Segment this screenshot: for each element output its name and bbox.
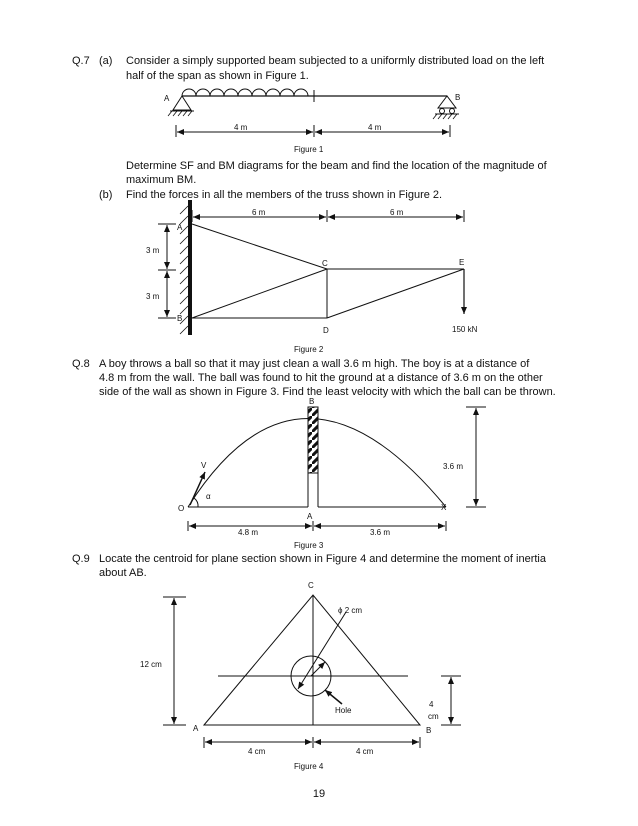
q7a-text-line1: Consider a simply supported beam subjected to a uniformly distributed load on the left xyxy=(126,55,545,67)
fig2-label-b: B xyxy=(177,314,183,323)
fig4-dim-right-label: 4 cm xyxy=(356,747,374,756)
q7a-tag: (a) xyxy=(99,55,113,67)
fig1-label-a: A xyxy=(164,94,170,103)
fig2-caption: Figure 2 xyxy=(294,345,324,354)
fig4-label-b: B xyxy=(426,726,432,735)
fig2-load-label: 150 kN xyxy=(452,325,478,334)
fig1-caption: Figure 1 xyxy=(294,145,324,154)
fig2-label-e: E xyxy=(459,258,465,267)
fig3-caption: Figure 3 xyxy=(294,541,324,550)
hole-leader-arrow xyxy=(325,690,342,704)
fig1-dim-right-label: 4 m xyxy=(368,123,382,132)
q8-text-line1: A boy throws a ball so that it may just clean a wall 3.6 m high. The boy is at a distance of xyxy=(99,358,530,370)
fig3-label-b: B xyxy=(309,397,315,406)
q7b-text-line1: Find the forces in all the members of the truss shown in Figure 2. xyxy=(126,189,443,201)
q7a-text-line2: half of the span as shown in Figure 1. xyxy=(126,70,309,82)
wall-hatched-top xyxy=(308,407,318,473)
fig2-dim-v-bottom-label: 3 m xyxy=(146,292,160,301)
q7-number: Q.7 xyxy=(72,55,90,67)
fig3-dim-right-label: 3.6 m xyxy=(370,528,391,537)
fig4-dim-left-label: 4 cm xyxy=(248,747,266,756)
fig3-dim-height-label: 3.6 m xyxy=(443,462,464,471)
page-number: 19 xyxy=(312,788,326,800)
fig3-label-v: V xyxy=(201,461,207,470)
q8-text-line2: 4.8 m from the wall. The ball was found to hit the ground at a distance of 3.6 m on the other xyxy=(99,372,543,384)
udl-load xyxy=(182,89,308,96)
fig2-dim-top-left-label: 6 m xyxy=(252,208,266,217)
fig4-dim-side-num: 4 xyxy=(429,700,434,709)
fig4-caption: Figure 4 xyxy=(294,762,324,771)
velocity-arrow xyxy=(190,472,205,505)
q7b-tag: (b) xyxy=(99,189,113,201)
triangle xyxy=(204,595,420,725)
q9-number: Q.9 xyxy=(72,553,90,565)
fig4-label-a: A xyxy=(193,724,199,733)
fig4-dim-side-unit: cm xyxy=(428,712,439,721)
fig3-label-a: A xyxy=(307,512,313,521)
member-ac xyxy=(192,224,327,269)
wall xyxy=(188,200,192,335)
fig3-label-alpha: α xyxy=(206,492,211,501)
fig2-label-a: A xyxy=(177,223,183,232)
member-de xyxy=(327,269,464,318)
fig3-dim-left-label: 4.8 m xyxy=(238,528,259,537)
fig4-label-c: C xyxy=(308,581,314,590)
fig3-label-o: O xyxy=(178,504,185,513)
fig4-hole-label: Hole xyxy=(335,706,352,715)
q7a-after-line2: maximum BM. xyxy=(126,174,197,186)
q9-text-line2: about AB. xyxy=(99,567,147,579)
q8-text-line3: side of the wall as shown in Figure 3. Find the least velocity with which the ball can be thrown. xyxy=(99,386,556,398)
truss-members xyxy=(192,224,464,318)
angle-alpha-arc xyxy=(194,498,198,507)
hole-diameter-arrow xyxy=(298,612,346,689)
member-bc xyxy=(192,269,327,318)
fig2-dim-top-right-label: 6 m xyxy=(390,208,404,217)
fig2-label-d: D xyxy=(323,326,329,335)
fig3-label-x: X xyxy=(441,503,447,512)
pin-support-a xyxy=(168,96,194,116)
fig1-label-b: B xyxy=(455,93,461,102)
q7a-after-line1: Determine SF and BM diagrams for the beam and find the location of the magnitude of xyxy=(126,160,547,172)
fig2-dim-v-top-label: 3 m xyxy=(146,246,160,255)
fig4-hole-dia: ϕ 2 cm xyxy=(338,606,363,615)
fig4-dim-height-label: 12 cm xyxy=(140,660,162,669)
fig1-dim-left-label: 4 m xyxy=(234,123,248,132)
q8-number: Q.8 xyxy=(72,358,90,370)
fig2-label-c: C xyxy=(322,259,328,268)
q9-text-line1: Locate the centroid for plane section shown in Figure 4 and determine the moment of inertia xyxy=(99,553,546,565)
